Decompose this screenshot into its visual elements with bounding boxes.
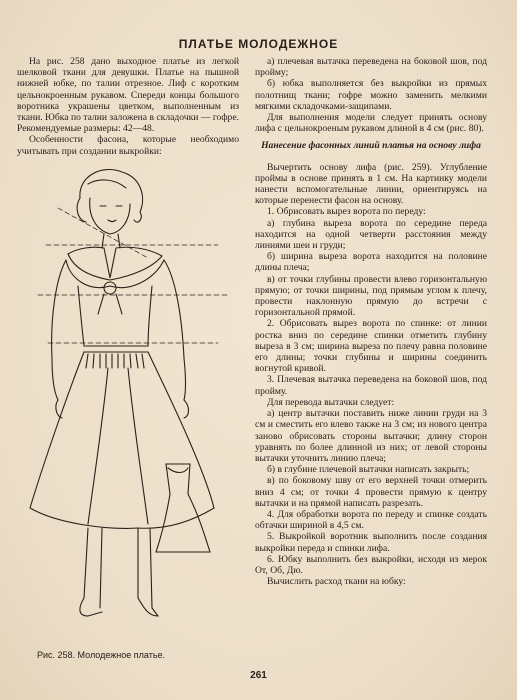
paragraph: Для выполнения модели следует принять основу лифа с цельнокроеным рукавом длиной в 4 см (рис. 80).	[255, 112, 487, 135]
paragraph: Вычертить основу лифа (рис. 259). Углубление проймы в основе принять в 1 см. На картинку модели нанести вспомогательные линии, ориентируясь на которые перенести фасон на основу.	[255, 161, 487, 207]
paragraph: б) ширина выреза ворота находится на половине длины плеча;	[255, 251, 487, 274]
paragraph: 6. Юбку выполнить без выкройки, исходя из мерок От, Об, Дю.	[255, 553, 487, 576]
paragraph: а) центр вытачки поставить ниже линии груди на 3 см и сместить его влево также на 3 см; из нового центра заново обрисовать стороны вытачки; длину сторон уравнять по более длинной из них; от левой стороны вытачки уточнить линию плеча;	[255, 408, 487, 464]
paragraph: в) по боковому шву от его верхней точки отмерить вниз 4 см; от точки 4 провести прямую к центру вытачки и на прямой написать разрезать.	[255, 475, 487, 509]
paragraph: 4. Для обработки ворота по переду и спинке создать обтачки шириной в 4,5 см.	[255, 508, 487, 532]
paragraph: б) в глубине плечевой вытачки написать закрыть;	[267, 464, 470, 476]
dress-illustration	[18, 168, 240, 688]
paragraph: в) от точки глубины провести влево горизонтальную прямую; от точки ширины, под прямым углом к плечу, провести наклонную прямую до встречи с горизонтальной прямой.	[255, 273, 487, 319]
section-heading: Нанесение фасонных линий платья на основу лифа	[261, 140, 481, 152]
page-number: 261	[250, 670, 267, 681]
paragraph: 2. Обрисовать вырез ворота по спинке: от линии ростка вниз по середине спинки отметить глубину выреза в 3 см; ширина выреза по плечу равна половине его длины; точки глубины и ширины соединить вогнутой кривой.	[255, 318, 487, 375]
paragraph: Вычислить расход ткани на юбку:	[267, 576, 406, 588]
paragraph: На рис. 258 дано выходное платье из легкой шелковой ткани для девушки. Платье на пышной нижней юбке, по талии отрезное. Лиф с коротким цельнокроенным рукавом. Спереди концы большого воротника украшены цветком, выполненным из ткани. Юбка по талии заложена в складочки — гофре. Рекомендуемые размеры: 42—48.	[17, 56, 239, 135]
paragraph: а) плечевая вытачка переведена на боковой шов, под пройму;	[255, 56, 487, 79]
paragraph: 5. Выкройкой воротник выполнить после создания выкройки переда и спинки лифа.	[255, 531, 487, 554]
paragraph: 1. Обрисовать вырез ворота по переду:	[267, 206, 426, 218]
paragraph: б) юбка выполняется без выкройки из прямых полотнищ ткани; гофре можно заменить мелкими мягкими складочками-защипами.	[255, 78, 487, 112]
left-column	[17, 56, 239, 157]
right-column	[255, 56, 487, 587]
paragraph: Особенности фасона, которые необходимо учитывать при создании выкройки:	[17, 134, 239, 157]
paragraph: Для перевода вытачки следует:	[267, 396, 395, 408]
paragraph: а) глубина выреза ворота по середине переда находится на одной четверти расстояния между линиями шеи и груди;	[255, 217, 487, 252]
page-title: ПЛАТЬЕ МОЛОДЕЖНОЕ	[178, 37, 339, 51]
figure-caption: Рис. 258. Молодежное платье.	[37, 650, 166, 660]
paragraph: 3. Плечевая вытачка переведена на боковой шов, под пройму.	[255, 374, 487, 397]
